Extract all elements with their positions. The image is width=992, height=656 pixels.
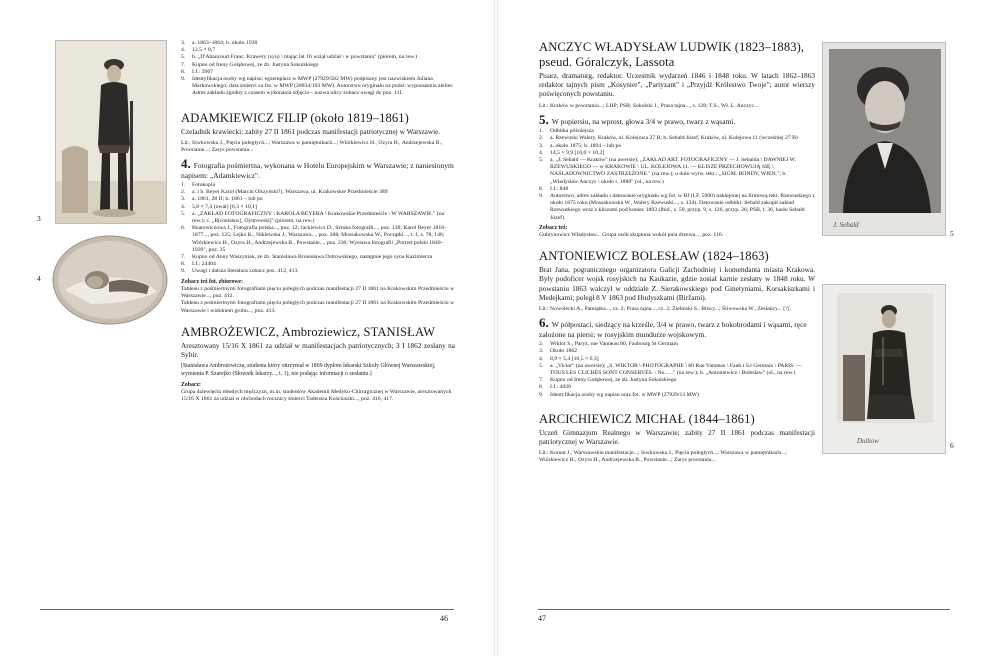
right-page bbox=[498, 0, 992, 656]
postmortem-image bbox=[51, 234, 169, 326]
list-item: 1. Odbitka późniejsza bbox=[539, 128, 594, 135]
entry-literature: Lit.: Nowolecki A., Pamiątka..., cz. 2; Prasa tajna..., cz. 2; Zieliński S., Bitwy...; Śliwowska W., Zesłańcy... [?]. bbox=[539, 306, 791, 313]
list-item: 5. a. „J. Sebald — Kraków" (na awersie); „ZAKŁAD ART. FOTOGRAFICZNY — J. Sebalda \ DAWNIEJ W. RZEWUSKIEGO — w KRAKOWIE \ UL. KOLEJOWA 11. — KLISZE PRZECHOWUJĄ SIĘ \ NAŚLADOWNICTWO ZASTRZEŻONE." (na rew.); u dołu wytw. tekt.: „SIGM. BONDY, WIEN."; b. „Władysław Anczyc \ około r. 1880" (ol., na rew.) bbox=[539, 157, 796, 185]
photo-signature-sebald: J. Sebald bbox=[833, 221, 859, 229]
list-item: 2. Wiktor S., Paryż, rue Vanneau 80, Faubourg St Germain bbox=[539, 341, 678, 348]
antoniewicz-portrait-image bbox=[823, 285, 946, 454]
list-item: 9. Autorstwo, adres zakładu i datowanie oryginału wg fot. w BJ (I.F. 5900) naklejonej na firmową tekt. Rzewuskiego z około 1875 roku (Mossakowska W., Walery Rzewuski..., s. 134). Datowanie odbitki: Sebald zakupił zakład Rzewuskiego wraz z kliszami pod koniec 1893 (Ibid., s. 50, przyp. 9, s. 126, przyp. 26; PSB, t. 36, hasło Sebald Józef). bbox=[539, 193, 815, 221]
entry-items bbox=[539, 128, 815, 222]
list-item: 9. Uwagi i dalsza literatura zobacz poz. 412, 413. bbox=[181, 268, 299, 275]
photo-postmortem-oval bbox=[51, 234, 169, 326]
list-item: 2. a. i b. Beyer Karol (Marcin Olszyński?), Warszawa, ul. Krakowskie Przedmieście 389 bbox=[181, 189, 388, 196]
list-item: 7. Kupno od Anny Waszyniak, ze zb. Stanisława Bronisława Ostrowskiego, następnie jego syna Kazimierza bbox=[181, 254, 432, 261]
see-also-item: Gubrynowicz Władysław... Grupa osób skupiona wokół pnia drzewa..., poz. 116. bbox=[539, 232, 724, 239]
entry-items bbox=[539, 341, 815, 399]
list-item: 7. Kupno od Ireny Gołąbowej, ze zb. Justyna Sokulskiego bbox=[181, 61, 319, 68]
photo-entry-number: 6. bbox=[539, 315, 549, 331]
page-bottom-rule bbox=[40, 609, 454, 610]
list-item: 3. Około 1862 bbox=[539, 348, 578, 355]
list-item: 5. a. „ZAKŁAD FOTOGRAFICZNY \ KAROLA BEYERA \ Krakowskie Przedmieście \ W WARSZAWIE." (na rew.); c. „B[ronisław]. O[strowski]" (piórem, na rew.) bbox=[181, 210, 445, 225]
standing-man-image bbox=[56, 41, 167, 224]
list-item: 4. 8,9 × 5,4 [10,5 × 6,3] bbox=[539, 355, 599, 362]
list-item: 7. Kupno od Ireny Gołąbowej, ze zb. Justyna Sokulskiego bbox=[539, 377, 677, 384]
right-text-column bbox=[539, 40, 815, 470]
entry-bio: Czeladnik krawiecki; zabity 27 II 1861 podczas manifestacji patriotycznej w Warszawie. bbox=[181, 126, 441, 136]
page-number: 47 bbox=[538, 614, 546, 623]
photo-number-4: 4 bbox=[37, 274, 41, 283]
entry-heading-anczyc: ANCZYC WŁADYSŁAW LUDWIK (1823–1883), bbox=[539, 40, 805, 54]
list-item: 6. Bnatowiczowa J., Fotografia polska..., poz. 12; Jackiewicz D., Sztuka fotografii..., poz. 138; Karol Beyer 1818–1877..., poz. 125; Lejko K., Niklewska J., Warszawa..., poz. 388; Mossakowska W., Początki..., t. 1, s. 78, 146; Wiórkiewicz H., Ozyra H., Andrzejewska B., Powstanie..., poz. 230; Wystawa fotografii „Portret polski 1840–1939", poz. 35 bbox=[181, 225, 447, 253]
entry-subheading-pseudonym: pseud. Góralczyk, Lassota bbox=[539, 55, 675, 69]
photo-description: 4. Fotografia pośmiertna, wykonana w Hotelu Europejskim w Warszawie; z naniesionym napisem: „Adamkiewicz". bbox=[181, 156, 454, 180]
entry-bio: Pisarz, dramaturg, redaktor. Uczestnik wydarzeń 1846 i 1848 roku. W latach 1862–1863 redaktor tajnych pism „Kosynier", „Partyzant" i „Przyjdź Królestwo Twoje"; autor wierszy poświęconych powstaniu. bbox=[539, 71, 815, 99]
list-item: 5. a. „Victor" (na awersie); „S. WIKTOR \ PHOTOGRAPHE \ 80 Rue Vanneau \ Faub.t S.t Germain \ PARIS. — TOUS LES CLICHÉS SONT CONSERVÉS. \ No......" (na rew.); b. „Antoniewicz \ Bolesław" (ol., na rew.) bbox=[539, 362, 802, 376]
photo-entry-number: 5. bbox=[539, 111, 549, 127]
photo-description: 5. W popiersiu, na wprost, głowa 3/4 w prawo, twarz z wąsami. bbox=[539, 111, 736, 127]
entry-heading-adamkiewicz: ADAMKIEWICZ FILIP (około 1819–1861) bbox=[181, 110, 409, 125]
anczyc-portrait-image bbox=[823, 43, 946, 236]
see-also-item: Grupa dziewięciu młodych mężczyzn, m.in. studentów Akademii Medyko-Chirurgicznej w Warszawie, aresztowanych 15/16 X 1861 za udział w obchodach rocznicy śmierci Tadeusza Kościuszki..., poz. 416, 417. bbox=[181, 389, 452, 403]
see-also-title: Zobacz też fot. zbiorowe: bbox=[181, 278, 244, 285]
entry-items bbox=[181, 182, 455, 276]
list-item: 1. Fotokopia bbox=[181, 182, 216, 189]
page-number: 46 bbox=[440, 614, 448, 623]
list-item: 8. I.f.: 24404 bbox=[181, 261, 216, 268]
entry-top-items bbox=[181, 40, 455, 98]
list-item: 3. a. około 1875; b. 1894 – lub po bbox=[539, 142, 622, 149]
list-item: 4. 14,5 × 9,9 [16,0 × 10,2] bbox=[539, 149, 605, 156]
entry-bio: Aresztowany 15/16 X 1861 za udział w manifestacjach patriotycznych; 3 I 1862 zesłany na Sybir. bbox=[181, 340, 455, 359]
photo-number-6: 6 bbox=[950, 441, 954, 450]
list-item: 4. 5,8 × 7,4 (owal) [6,3 × 10,1] bbox=[181, 203, 257, 210]
photo-portrait-standing-man bbox=[55, 40, 167, 224]
see-also-title: Zobacz: bbox=[181, 381, 201, 388]
photo-portrait-anczyc bbox=[822, 42, 946, 236]
list-item: 9. Identyfikacja osoby wg napisu; egzemplarz w MWP (27929/582 MW) podpisany jest nazwiskiem Juliana Markowskiego; data śmierci za fot. w MWP (28834/103 MW). Autorstwo oryginału na podst. wyposażenia atelier. Adres zakładu zgodny z czasem wykonania zdjęcia – nazwa ulicy zobacz uwagi do poz. 111. bbox=[181, 76, 454, 97]
left-text-column bbox=[181, 40, 455, 404]
entry-heading-ambrozewicz: AMBROŻEWICZ, Ambroziewicz, STANISŁAW bbox=[181, 324, 436, 339]
photo-entry-number: 4. bbox=[181, 156, 191, 172]
entry-heading-arcichiewicz: ARCICHIEWICZ MICHAŁ (1844–1861) bbox=[539, 411, 755, 426]
list-item: 4. 12,5 × 8,7 bbox=[181, 47, 216, 54]
see-also-item: Tableau z pośmiertnymi fotografiami pięciu poległych podczas manifestacji 27 II 1861 na Krakowskim Przedmieściu w Warszawie i widokiem grobu..., poz. 413. bbox=[181, 300, 455, 314]
list-item: 8. I.f.: 3967 bbox=[181, 68, 214, 75]
page-bottom-rule bbox=[538, 609, 950, 610]
list-item: 9. Identyfikacja osoby wg napisu oraz fot. w MWP (27929/13 MW) bbox=[539, 391, 699, 398]
entry-literature: Lit.: Siwkowska J., Pięciu poległych...; Warszawa w pamiętnikach...; Wiórkiewicz H., Ozyra H., Andrzejewska B., Powstanie...; Zarys powstania... bbox=[181, 139, 443, 154]
photo-number-5: 5 bbox=[950, 229, 954, 238]
photo-signature-dutkow: Dutkow bbox=[857, 437, 879, 445]
photo-number-3: 3 bbox=[37, 214, 41, 223]
entry-literature: Lit.: Komar J., Warszawskie manifestacje...; Siwkowska J., Pięciu poległych...; Warszawa w pamiętnikach...; Wiórkiewicz H., Ozyra H., Andrzejewska B., Powstanie...; Zarys powstania... bbox=[539, 450, 787, 464]
left-page bbox=[0, 0, 494, 656]
photo-portrait-antoniewicz bbox=[822, 284, 946, 454]
list-item: 5. b. „D'Abancourt Franc. Krawery (syn) \ mając lat 16 wziął udział \ w powstaniu" (piórem, na rew.) bbox=[181, 54, 418, 61]
entry-note: [Stanisława Ambrożewicza, studenta który ottrzymał w 1869 dyplom lekarski Szkoły Głównej Warszawskiej, wymienia P. Szarejko (Słownik lekarzy..., t. 1), nie podając informacji o zesłaniu.] bbox=[181, 363, 436, 377]
list-item: 3. a. 1863–1864; b. około 1930 bbox=[181, 40, 258, 46]
list-item: 8. I.f.: 4026 bbox=[539, 384, 572, 391]
see-also-title: Zobacz też: bbox=[539, 224, 568, 231]
see-also-item: Tableau z pośmiertnymi fotografiami pięciu poległych podczas manifestacji 27 II 1861 na Krakowskim Przedmieściu w Warszawie..., poz. 412. bbox=[181, 285, 455, 300]
entry-bio: Brat Jana, pogranicznego organizatora Galicji Zachodniej i komendanta miasta Krakowa. Były podoficer wojsk rosyjskich na Kaukazie, gdzie został karnie zesłany w 1848 roku. W powstaniu 1863 walczył w oddziale Z. Sierakowskiego pod Ginetyniami, Korsakiszkami i Medejkami; poległ 8 V 1863 pod Hudyszkami (Biržami). bbox=[539, 265, 815, 302]
list-item: 3. a. 1861, 28 II; b. 1861 – lub po bbox=[181, 196, 263, 203]
entry-heading-antoniewicz: ANTONIEWICZ BOLESŁAW (1824–1863) bbox=[539, 249, 769, 264]
photo-description: 6. W półpostaci, siedzący na krześle, 3/4 w prawo, twarz z bokobrodami i wąsami, ręce założone na piersi; w rosyjskim mundurze wojskowym. bbox=[539, 315, 807, 339]
list-item: 8. I.f.: 848 bbox=[539, 185, 569, 192]
list-item: 2. a. Rzewuski Walery, Kraków, ul. Kolejowa 27 B; b. Sebald Józef, Kraków, ul. Kolejowa 11 (wcześniej 27 B) bbox=[539, 135, 798, 142]
entry-literature: Lit.: Kraków w powstaniu...; LHP; PSB; Sokulski J., Prasa tajna..., s. 128; T.S., Wł. L. Anczyc... bbox=[539, 102, 759, 109]
entry-bio: Uczeń Gimnazjum Realnego w Warszawie; zabity 27 II 1861 podczas manifestacji patriotycznej w Warszawie. bbox=[539, 427, 815, 446]
